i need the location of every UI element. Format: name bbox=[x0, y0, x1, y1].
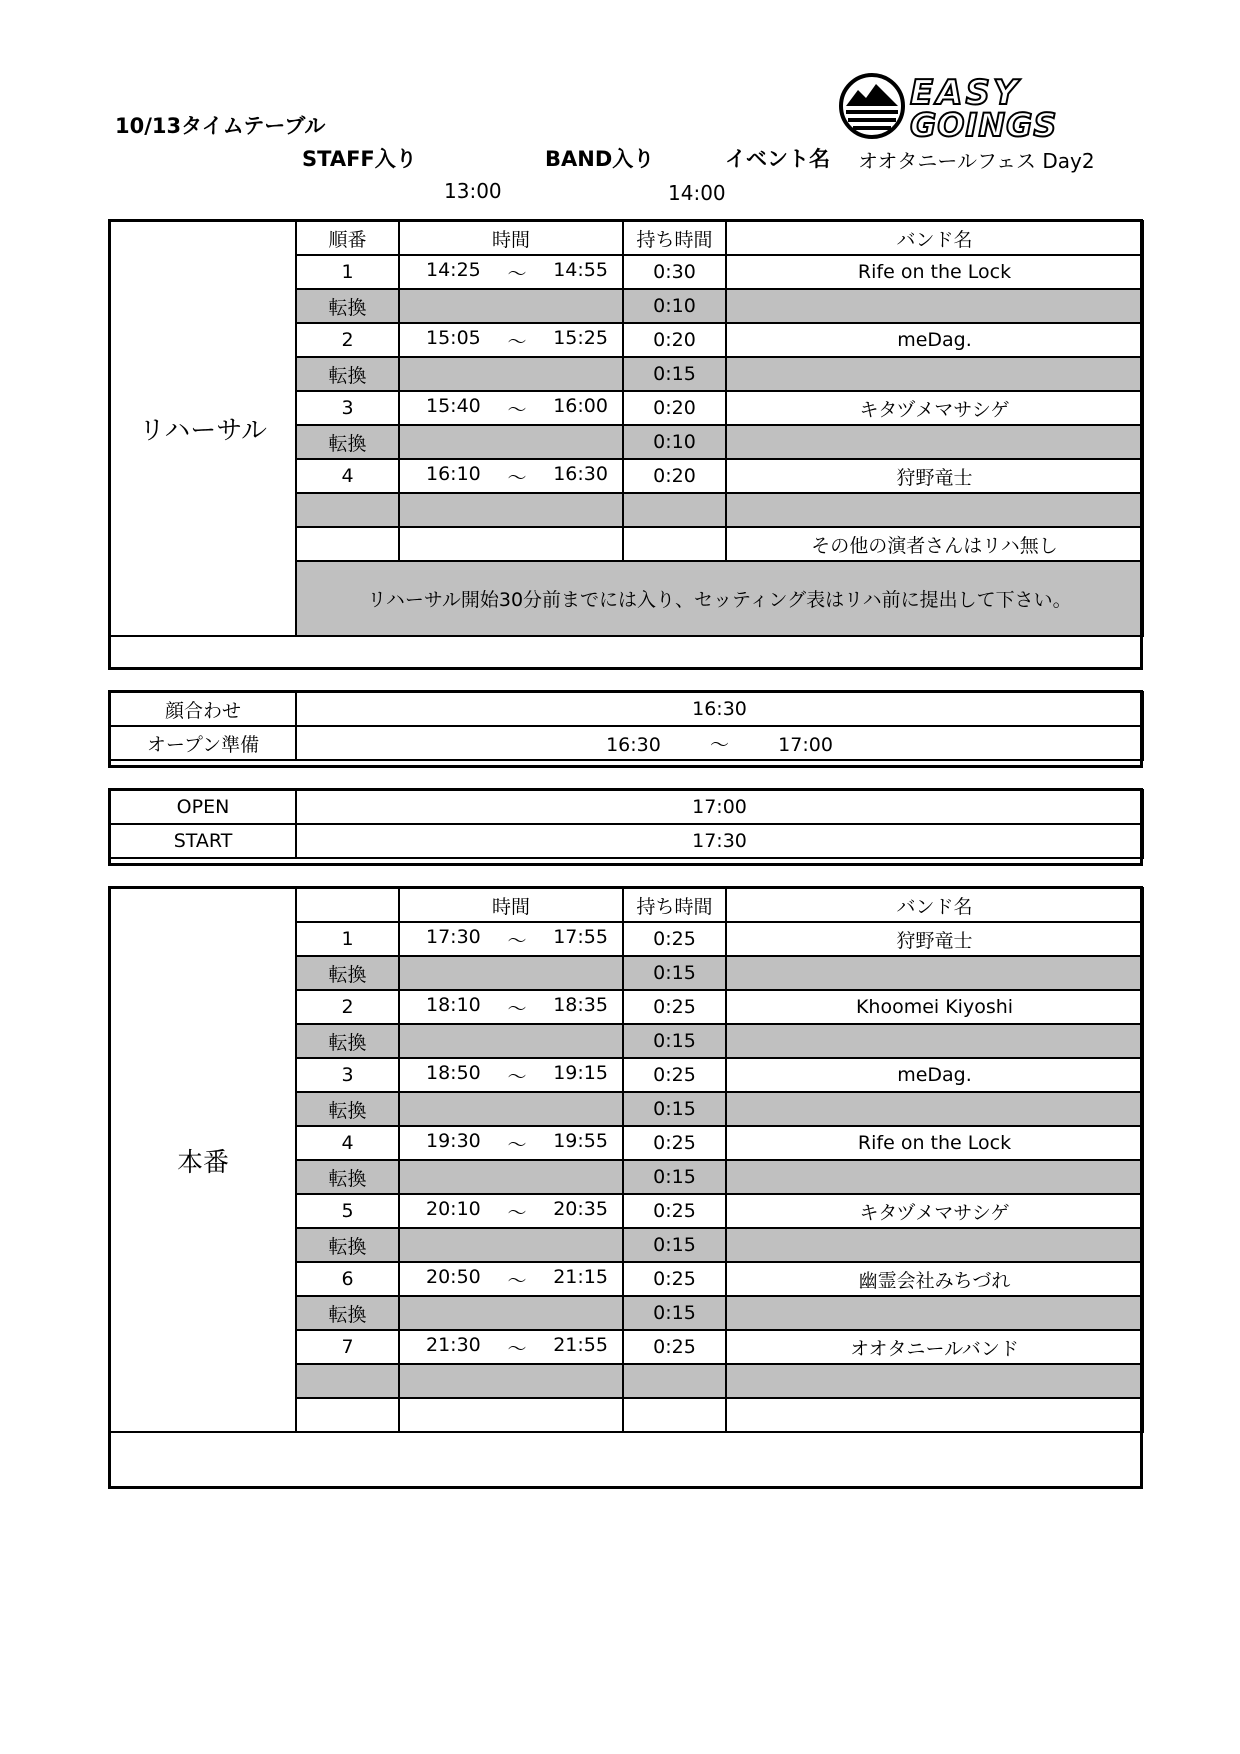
end-time: 17:55 bbox=[553, 925, 608, 948]
band-name-cell: 幽霊会社みちづれ bbox=[726, 1262, 1143, 1296]
face-meeting-time: 16:30 bbox=[296, 692, 1143, 726]
order-cell: 7 bbox=[296, 1330, 399, 1364]
band-name-cell: meDag. bbox=[726, 1058, 1143, 1092]
start-time: 20:10 bbox=[426, 1197, 481, 1220]
duration-cell: 0:10 bbox=[623, 425, 726, 459]
order-cell bbox=[296, 493, 399, 527]
time-range bbox=[400, 463, 622, 490]
start-time: 19:30 bbox=[426, 1129, 481, 1152]
rehearsal-header-row bbox=[110, 221, 1143, 255]
duration-cell bbox=[623, 1364, 726, 1398]
time-cell bbox=[399, 1330, 623, 1364]
end-time: 20:35 bbox=[553, 1197, 608, 1220]
band-name-cell bbox=[726, 357, 1143, 391]
time-cell bbox=[399, 1194, 623, 1228]
end-time: 15:25 bbox=[553, 326, 608, 349]
end-time: 14:55 bbox=[553, 258, 608, 281]
open-prep-end: 17:00 bbox=[778, 733, 833, 756]
tilde: ～ bbox=[507, 929, 527, 952]
duration-cell bbox=[623, 527, 726, 561]
time-cell bbox=[399, 357, 623, 391]
order-cell: 転換 bbox=[296, 1296, 399, 1330]
order-cell bbox=[296, 527, 399, 561]
tilde: ～ bbox=[507, 1269, 527, 1292]
order-cell: 4 bbox=[296, 459, 399, 493]
order-cell: 5 bbox=[296, 1194, 399, 1228]
end-time: 19:55 bbox=[553, 1129, 608, 1152]
order-cell: 転換 bbox=[296, 1228, 399, 1262]
time-cell bbox=[399, 289, 623, 323]
time-cell bbox=[399, 459, 623, 493]
duration-cell: 0:20 bbox=[623, 391, 726, 425]
time-cell bbox=[399, 1092, 623, 1126]
open-prep-start: 16:30 bbox=[606, 733, 661, 756]
band-name-cell: Rife on the Lock bbox=[726, 255, 1143, 289]
band-name-cell: 狩野竜士 bbox=[726, 922, 1143, 956]
show-col-header-order bbox=[296, 888, 399, 922]
end-time: 16:30 bbox=[553, 462, 608, 485]
band-in-label: BAND入り bbox=[545, 147, 655, 171]
time-cell bbox=[399, 1058, 623, 1092]
time-range bbox=[400, 1130, 622, 1157]
rehearsal-col-header-order: 順番 bbox=[296, 221, 399, 255]
page-title: 10/13タイムテーブル bbox=[115, 114, 326, 138]
rehearsal-note: リハーサル開始30分前までには入り、セッティング表はリハ前に提出して下さい。 bbox=[296, 561, 1143, 636]
staff-in-label: STAFF入り bbox=[302, 147, 417, 171]
start-time: 18:50 bbox=[426, 1061, 481, 1084]
time-cell bbox=[399, 1160, 623, 1194]
order-cell bbox=[296, 1398, 399, 1432]
duration-cell: 0:25 bbox=[623, 1262, 726, 1296]
band-name-cell bbox=[726, 1024, 1143, 1058]
time-range bbox=[400, 1334, 622, 1361]
duration-cell: 0:15 bbox=[623, 1228, 726, 1262]
time-cell bbox=[399, 425, 623, 459]
duration-cell: 0:25 bbox=[623, 1194, 726, 1228]
show-col-header-time: 時間 bbox=[399, 888, 623, 922]
rehearsal-col-header-time: 時間 bbox=[399, 221, 623, 255]
open-prep-label: オープン準備 bbox=[110, 726, 296, 760]
duration-cell bbox=[623, 1398, 726, 1432]
time-cell bbox=[399, 1296, 623, 1330]
time-cell bbox=[399, 1126, 623, 1160]
show-section-label: 本番 bbox=[110, 888, 296, 1432]
order-cell: 3 bbox=[296, 1058, 399, 1092]
band-name-cell bbox=[726, 425, 1143, 459]
duration-cell bbox=[623, 493, 726, 527]
time-cell bbox=[399, 255, 623, 289]
order-cell: 転換 bbox=[296, 956, 399, 990]
time-range bbox=[400, 1266, 622, 1293]
band-name-cell bbox=[726, 956, 1143, 990]
tilde: ～ bbox=[507, 1065, 527, 1088]
duration-cell: 0:25 bbox=[623, 990, 726, 1024]
duration-cell: 0:15 bbox=[623, 1296, 726, 1330]
band-name-cell bbox=[726, 1092, 1143, 1126]
rehearsal-table bbox=[109, 220, 1144, 637]
show-table bbox=[109, 887, 1144, 1433]
time-cell bbox=[399, 1364, 623, 1398]
order-cell: 1 bbox=[296, 255, 399, 289]
easy-goings-logo bbox=[838, 72, 1108, 140]
end-time: 21:55 bbox=[553, 1333, 608, 1356]
band-name-cell: キタヅメマサシゲ bbox=[726, 1194, 1143, 1228]
duration-cell: 0:25 bbox=[623, 1330, 726, 1364]
duration-cell: 0:20 bbox=[623, 323, 726, 357]
logo-text-top: EASY bbox=[910, 73, 1021, 113]
order-cell bbox=[296, 1364, 399, 1398]
duration-cell: 0:25 bbox=[623, 1058, 726, 1092]
time-range bbox=[400, 994, 622, 1021]
logo-text-bottom: GOINGS bbox=[910, 106, 1058, 140]
time-cell bbox=[399, 990, 623, 1024]
rehearsal-col-header-duration: 持ち時間 bbox=[623, 221, 726, 255]
tilde: ～ bbox=[507, 1133, 527, 1156]
face-meeting-label: 顔合わせ bbox=[110, 692, 296, 726]
tilde: ～ bbox=[507, 330, 527, 353]
time-cell bbox=[399, 527, 623, 561]
rehearsal-section-label: リハーサル bbox=[110, 221, 296, 636]
open-prep-tilde: ～ bbox=[709, 733, 729, 756]
start-time: 20:50 bbox=[426, 1265, 481, 1288]
time-cell bbox=[399, 493, 623, 527]
band-name-cell: Rife on the Lock bbox=[726, 1126, 1143, 1160]
time-cell bbox=[399, 1228, 623, 1262]
time-range bbox=[400, 395, 622, 422]
order-cell: 2 bbox=[296, 990, 399, 1024]
time-cell bbox=[399, 1024, 623, 1058]
tilde: ～ bbox=[507, 398, 527, 421]
end-time: 18:35 bbox=[553, 993, 608, 1016]
tilde: ～ bbox=[507, 262, 527, 285]
end-time: 19:15 bbox=[553, 1061, 608, 1084]
start-time: 17:30 bbox=[296, 824, 1143, 858]
end-time: 21:15 bbox=[553, 1265, 608, 1288]
band-name-cell: 狩野竜士 bbox=[726, 459, 1143, 493]
rehearsal-col-header-band: バンド名 bbox=[726, 221, 1143, 255]
start-time: 21:30 bbox=[426, 1333, 481, 1356]
time-cell bbox=[399, 1398, 623, 1432]
time-range bbox=[400, 259, 622, 286]
order-cell: 転換 bbox=[296, 1024, 399, 1058]
show-col-header-band: バンド名 bbox=[726, 888, 1143, 922]
duration-cell: 0:25 bbox=[623, 922, 726, 956]
order-cell: 転換 bbox=[296, 425, 399, 459]
start-time: 18:10 bbox=[426, 993, 481, 1016]
open-prep-time bbox=[296, 726, 1143, 760]
band-name-cell bbox=[726, 1398, 1143, 1432]
time-range bbox=[400, 327, 622, 354]
tilde: ～ bbox=[507, 997, 527, 1020]
show-header-row bbox=[110, 888, 1143, 922]
tilde: ～ bbox=[507, 466, 527, 489]
band-name-cell: Khoomei Kiyoshi bbox=[726, 990, 1143, 1024]
band-name-cell: その他の演者さんはリハ無し bbox=[726, 527, 1143, 561]
meeting-table bbox=[109, 691, 1144, 761]
start-time: 15:05 bbox=[426, 326, 481, 349]
band-name-cell bbox=[726, 493, 1143, 527]
band-name-cell: meDag. bbox=[726, 323, 1143, 357]
time-range bbox=[400, 926, 622, 953]
start-label: START bbox=[110, 824, 296, 858]
duration-cell: 0:20 bbox=[623, 459, 726, 493]
time-range bbox=[400, 1198, 622, 1225]
time-cell bbox=[399, 323, 623, 357]
tilde: ～ bbox=[507, 1201, 527, 1224]
order-cell: 6 bbox=[296, 1262, 399, 1296]
duration-cell: 0:15 bbox=[623, 956, 726, 990]
band-name-cell bbox=[726, 1228, 1143, 1262]
time-cell bbox=[399, 391, 623, 425]
duration-cell: 0:15 bbox=[623, 1024, 726, 1058]
end-time: 16:00 bbox=[553, 394, 608, 417]
duration-cell: 0:30 bbox=[623, 255, 726, 289]
order-cell: 転換 bbox=[296, 357, 399, 391]
band-name-cell bbox=[726, 289, 1143, 323]
time-cell bbox=[399, 956, 623, 990]
band-name-cell bbox=[726, 1296, 1143, 1330]
start-time: 16:10 bbox=[426, 462, 481, 485]
time-range bbox=[400, 1062, 622, 1089]
time-cell bbox=[399, 922, 623, 956]
band-name-cell bbox=[726, 1160, 1143, 1194]
band-name-cell bbox=[726, 1364, 1143, 1398]
band-name-cell: オオタニールバンド bbox=[726, 1330, 1143, 1364]
band-name-cell: キタヅメマサシゲ bbox=[726, 391, 1143, 425]
duration-cell: 0:10 bbox=[623, 289, 726, 323]
doors-table bbox=[109, 789, 1144, 859]
tilde: ～ bbox=[507, 1337, 527, 1360]
duration-cell: 0:15 bbox=[623, 1092, 726, 1126]
show-col-header-duration: 持ち時間 bbox=[623, 888, 726, 922]
order-cell: 3 bbox=[296, 391, 399, 425]
order-cell: 4 bbox=[296, 1126, 399, 1160]
duration-cell: 0:25 bbox=[623, 1126, 726, 1160]
event-name: オオタニールフェス Day2 bbox=[858, 149, 1095, 173]
start-time: 14:25 bbox=[426, 258, 481, 281]
order-cell: 2 bbox=[296, 323, 399, 357]
open-time: 17:00 bbox=[296, 790, 1143, 824]
start-time: 15:40 bbox=[426, 394, 481, 417]
staff-in-time: 13:00 bbox=[444, 179, 502, 203]
open-label: OPEN bbox=[110, 790, 296, 824]
start-time: 17:30 bbox=[426, 925, 481, 948]
time-cell bbox=[399, 1262, 623, 1296]
order-cell: 1 bbox=[296, 922, 399, 956]
order-cell: 転換 bbox=[296, 1092, 399, 1126]
duration-cell: 0:15 bbox=[623, 357, 726, 391]
event-name-label: イベント名 bbox=[725, 147, 830, 171]
band-in-time: 14:00 bbox=[668, 181, 726, 205]
order-cell: 転換 bbox=[296, 289, 399, 323]
order-cell: 転換 bbox=[296, 1160, 399, 1194]
duration-cell: 0:15 bbox=[623, 1160, 726, 1194]
